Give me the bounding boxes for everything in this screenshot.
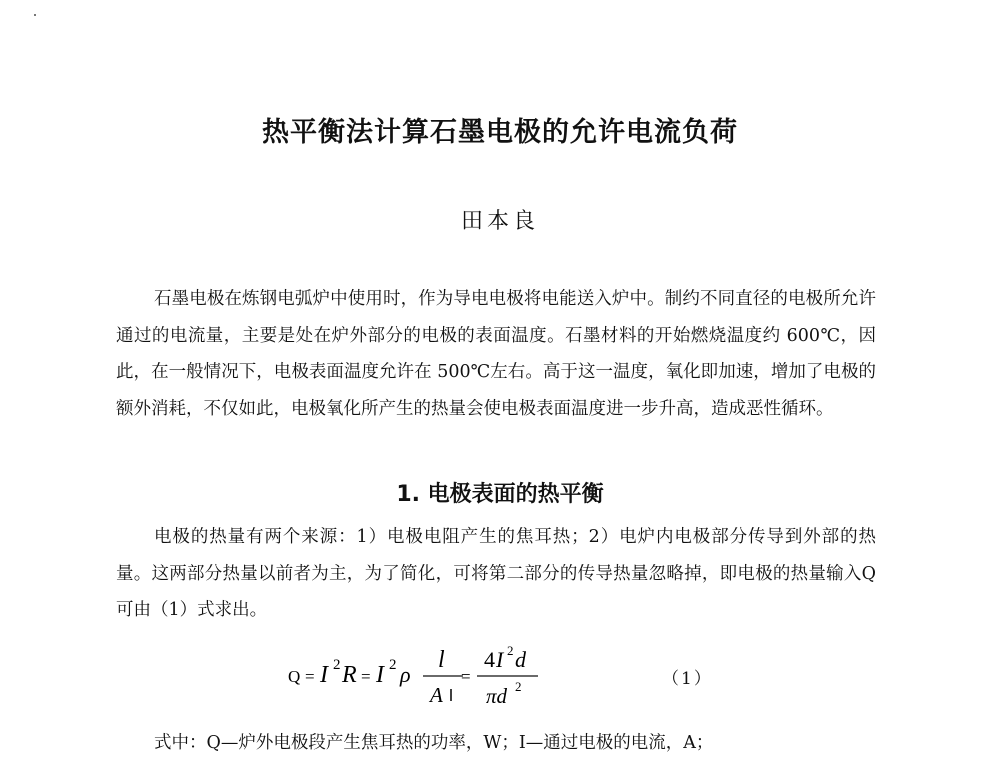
- eq-frac2-den: πd: [486, 684, 508, 708]
- section-heading: 1. 电极表面的热平衡: [396, 482, 604, 507]
- eq-term2-rho: ρ: [400, 662, 411, 687]
- eq-term1-base: I: [320, 662, 328, 688]
- eq-term1-exp: 2: [333, 657, 341, 673]
- eq-frac2-num-exp: 2: [507, 645, 514, 658]
- eq-equals-3: =: [461, 667, 471, 686]
- eq-frac2-den-exp: 2: [515, 679, 522, 694]
- eq-equals-1: =: [305, 667, 315, 686]
- eq-frac2-num-coef: 4: [484, 647, 495, 672]
- eq-equals-2: =: [361, 667, 371, 686]
- eq-term2-base: I: [376, 662, 384, 688]
- eq-term1-r: R: [342, 662, 357, 688]
- scan-artifact-dot: [34, 14, 36, 16]
- eq-frac2-num-base: I: [496, 647, 504, 672]
- equation-number: （1）: [662, 669, 713, 689]
- document-title: 热平衡法计算石墨电极的允许电流负荷: [262, 117, 738, 148]
- equation-1: [280, 645, 700, 715]
- author-name: 田本良: [460, 209, 539, 234]
- eq-frac1-num: l: [438, 647, 445, 673]
- eq-lhs: Q: [288, 667, 301, 686]
- eq-frac2-num-d: d: [515, 647, 526, 672]
- intro-paragraph: 石墨电极在炼钢电弧炉中使用时，作为导电电极将电能送入炉中。制约不同直径的电极所允许通过的电流量，主要是处在炉外部分的电极的表面温度。石墨材料的开始燃烧温度约 600℃，因此，在一般情况下，电极表面温度允许在 500℃左右。高于这一温度，氧化即加速，增加了电极的额外消耗，不仅如此，电极氧化所产生的热量会使电极表面温度进一步升高，造成恶性循环。: [116, 289, 876, 419]
- section-1-paragraph: 电极的热量有两个来源：1）电极电阻产生的焦耳热；2）电炉内电极部分传导到外部的热量。这两部分热量以前者为主，为了简化，可将第二部分的传导热量忽略掉，即电极的热量输入Q可由（1）式求出。: [116, 527, 876, 620]
- eq-frac1-den: A: [430, 683, 443, 707]
- eq-term2-exp: 2: [389, 657, 397, 673]
- variable-definitions: 式中：Q—炉外电极段产生焦耳热的功率，W；I—通过电极的电流，A；: [154, 733, 714, 753]
